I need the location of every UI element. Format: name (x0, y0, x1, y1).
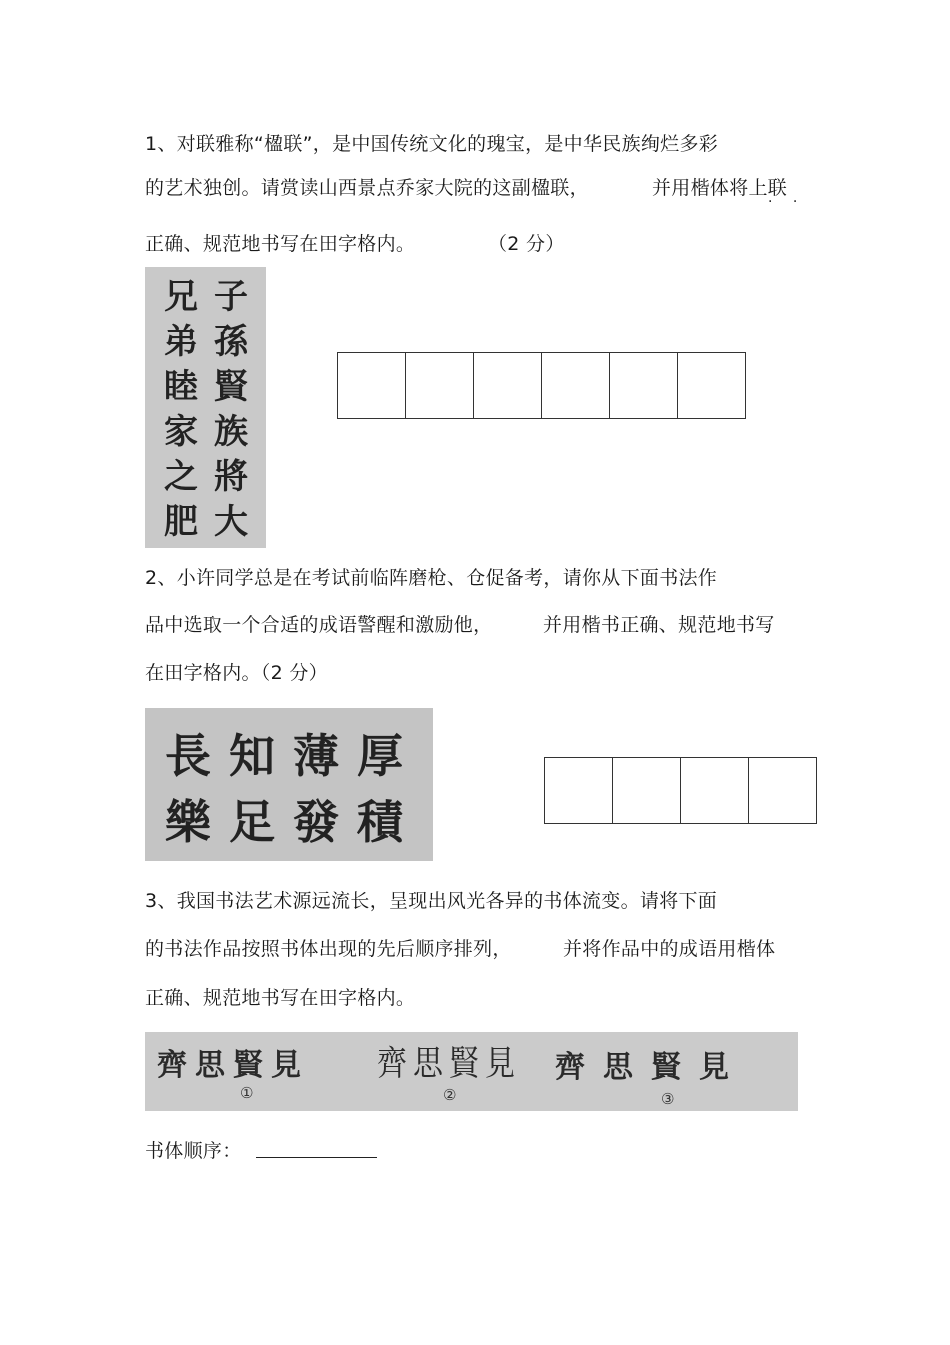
q1-line-2a: 的艺术独创。请赏读山西景点乔家大院的这副楹联， (145, 177, 589, 199)
grid-cell[interactable] (613, 758, 681, 823)
grid-cell[interactable] (681, 758, 749, 823)
work-1-label: ① (240, 1084, 254, 1102)
grid-cell[interactable] (406, 353, 474, 418)
couplet-char: 族 (214, 412, 248, 452)
q1-score: （2 分） (488, 233, 565, 255)
order-label: 书体顺序： (145, 1140, 242, 1162)
q3-line-2a: 的书法作品按照书体出现的先后顺序排列， (145, 938, 512, 960)
work-2-label: ② (443, 1086, 457, 1104)
idiom-calligraphy-image (145, 708, 433, 861)
callig-row-2 (165, 792, 421, 852)
couplet-left-column (161, 275, 201, 545)
couplet-char: 睦 (164, 367, 198, 407)
couplet-char: 賢 (214, 367, 248, 407)
work-1: 齊思賢見 (157, 1048, 309, 1083)
couplet-image (145, 267, 266, 548)
work-3: 齊思賢見 (555, 1050, 747, 1085)
couplet-char: 兄 (164, 277, 198, 317)
couplet-char: 大 (214, 502, 248, 542)
couplet-right-column (211, 275, 251, 545)
callig-char: 發 (293, 795, 357, 849)
emphasis-dots: · · (768, 194, 806, 210)
callig-row-1 (165, 726, 421, 786)
grid-cell[interactable] (610, 353, 678, 418)
callig-char: 積 (357, 795, 421, 849)
couplet-char: 肥 (164, 502, 198, 542)
q2-line-2b: 并用楷书正确、规范地书写 (543, 614, 775, 636)
q2-line-2a: 品中选取一个合适的成语警醒和激励他， (145, 614, 493, 636)
grid-cell[interactable] (338, 353, 406, 418)
q1-line-3a: 正确、规范地书写在田字格内。 (145, 233, 416, 255)
callig-char: 厚 (357, 729, 421, 783)
grid-cell[interactable] (749, 758, 816, 823)
callig-char: 知 (229, 729, 293, 783)
couplet-char: 孫 (214, 322, 248, 362)
callig-char: 樂 (165, 795, 229, 849)
q1-line-2b: 并用楷体将上联 (652, 177, 788, 199)
work-3-label: ③ (661, 1090, 675, 1108)
q3-line-1: 3、我国书法艺术源远流长，呈现出风光各异的书体流变。请将下面 (145, 890, 718, 912)
callig-char: 長 (165, 729, 229, 783)
order-answer-blank[interactable] (256, 1157, 377, 1158)
q1-line-1: 1、对联雅称“楹联”，是中国传统文化的瑰宝，是中华民族绚烂多彩 (145, 133, 719, 155)
grid-cell[interactable] (678, 353, 745, 418)
q1-writing-grid[interactable] (337, 352, 746, 419)
couplet-char: 將 (214, 457, 248, 497)
callig-char: 薄 (293, 729, 357, 783)
grid-cell[interactable] (474, 353, 542, 418)
callig-char: 足 (229, 795, 293, 849)
work-2: 齊思賢見 (377, 1043, 521, 1085)
couplet-char: 家 (164, 412, 198, 452)
couplet-char: 子 (214, 277, 248, 317)
couplet-char: 弟 (164, 322, 198, 362)
q3-line-3: 正确、规范地书写在田字格内。 (145, 987, 416, 1009)
q2-line-3: 在田字格内。（2 分） (145, 662, 328, 684)
grid-cell[interactable] (545, 758, 613, 823)
grid-cell[interactable] (542, 353, 610, 418)
q2-line-1: 2、小许同学总是在考试前临阵磨枪、仓促备考，请你从下面书法作 (145, 567, 718, 589)
q2-writing-grid[interactable] (544, 757, 817, 824)
q3-line-2b: 并将作品中的成语用楷体 (563, 938, 776, 960)
couplet-char: 之 (164, 457, 198, 497)
script-evolution-image (145, 1032, 798, 1111)
